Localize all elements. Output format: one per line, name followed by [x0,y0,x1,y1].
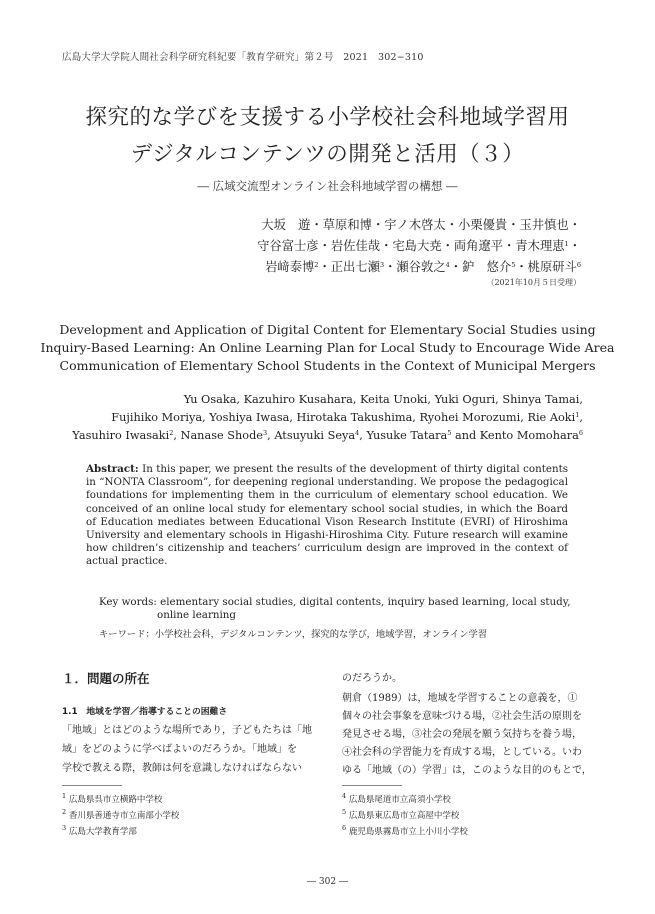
body-line: 朝倉（1989）は，地域を学習することの意義を，① [342,693,578,704]
footnote-text: 広島県尾道市立高須小学校 [348,795,451,805]
footnote-text: 広島大学教育学部 [68,827,137,837]
authors-ja-line1: 大坂 遊・草原和博・宇ノ木啓太・小栗優貴・玉井慎也・ [261,218,581,232]
author-name: ・瀬谷敦之 [384,260,446,274]
keywords-en-line2: online learning [157,609,237,621]
footnote-number: 5 [342,808,347,816]
affiliation-marker: 4 [445,261,450,269]
author-name: and Kento Momohara [451,429,579,442]
footnote-rule [342,785,402,786]
title-en-line2: Inquiry-Based Learning: An Online Learning Plan for Local Study to Encourage Wide Area [40,340,615,355]
body-line: ゆる「地域（の）学習」は，このような目的のもとで， [342,765,592,776]
separator: , [579,411,583,424]
footnote-text: 広島県東広島市立高屋中学校 [348,811,460,821]
authors-en-line2 [111,411,583,424]
footnote-text: 広島県呉市立横路中学校 [68,795,163,805]
abstract [86,463,568,569]
authors-ja-line3 [265,257,581,275]
affiliation-marker: 2 [169,429,174,437]
footnote-number: 3 [62,824,67,832]
affiliation-marker: 3 [263,429,268,437]
author-names: Fujihiko Moriya, Yoshiya Iwasa, Hirotaka Takushima, Ryohei Morozumi, Rie Aoki [111,411,576,424]
affiliation-marker: 1 [564,240,569,248]
footnote-number: 2 [62,808,67,816]
footnote [62,793,162,805]
footnote-rule [62,785,122,786]
keywords-en-line1: Key words: elementary social studies, digital contents, inquiry based learning, local study, [99,596,571,608]
separator: ・ [568,239,581,253]
page-number: ― 302 ― [307,877,348,887]
affiliation-marker: 4 [355,429,360,437]
body-line: 域」をどのように学べばよいのだろうか。「地域」を [62,744,297,755]
body-line: 発見させる場，③社会の発展を願う気持ちを養う場， [342,729,582,740]
footnote [62,825,137,837]
footnote-number: 4 [342,792,347,800]
abstract-label: Abstract: [86,463,139,475]
subsection-heading: 1.1 地域を学習／指導することの困難さ [62,707,228,717]
author-name: , Atsuyuki Seya [267,429,356,442]
author-name: Yasuhiro Iwasaki [72,429,170,442]
body-line: 「地域」とはどのような場所であり，子どもたちは「地 [62,725,312,736]
title-ja-line2: デジタルコンテンツの開発と活用（３） [130,142,525,167]
received-date: （2021年10月５日受理） [486,278,581,287]
footnote [342,793,451,805]
affiliation-marker: 6 [576,261,581,269]
journal-header: 広島大学大学院人間社会科学研究科紀要「教育学研究」第２号 2021 302−310 [62,52,424,63]
keywords-ja: キーワード：小学校社会科，デジタルコンテンツ，探究的な学び，地域学習，オンライン学習 [99,629,488,640]
footnote-number: 6 [342,824,347,832]
body-line: 個々の社会事象を意味づける場，②社会生活の原則を [342,711,582,722]
footnote-text: 鹿児島県霧島市立上小川小学校 [348,827,468,837]
affiliation-marker: 1 [575,411,580,419]
footnote [62,809,179,821]
section-heading: １．問題の所在 [62,671,150,686]
author-name: , Nanase Shode [173,429,263,442]
authors-en-line3 [72,429,583,442]
affiliation-marker: 5 [511,261,516,269]
author-name: ・桃原研斗 [515,260,577,274]
affiliation-marker: 2 [314,261,319,269]
footnote-number: 1 [62,792,67,800]
authors-ja-line2 [257,236,581,254]
author-name: ・鈩 悠介 [449,260,512,274]
authors-en-line1: Yu Osaka, Kazuhiro Kusahara, Keita Unoki, Yuki Oguri, Shinya Tamai, [183,393,583,406]
body-line: のだろうか。 [342,673,402,684]
body-line: 学校で教える際，教師は何を意識しなければならない [62,763,302,774]
title-en-line1: Development and Application of Digital Content for Elementary Social Studies using [59,322,596,337]
author-name: ・正出七瀬 [318,260,380,274]
title-en-line3: Communication of Elementary School Students in the Context of Municipal Mergers [59,358,596,373]
author-name: , Yusuke Tatara [359,429,448,442]
subtitle-ja: ― 広域交流型オンライン社会科地域学習の構想 ― [197,179,458,193]
affiliation-marker: 6 [578,429,583,437]
footnote [342,825,468,837]
author-names: 守谷富士彦・岩佐佳哉・宅島大尭・両角遼平・青木理恵 [257,239,565,253]
affiliation-marker: 5 [447,429,452,437]
abstract-text: In this paper, we present the results of the development of thirty digital contents in “NONTA Classroom”, for deepening regional understanding. We propose the pedagogical foundations for implementing them in the curriculum of elementary school education. We conceived of an online local study for elementary school social studies, in which the Board of Education mediates between Educational Vison Research Institute (EVRI) of Hiroshima University and elementary schools in Higashi-Hiroshima City. Future research will examine how children’s citizenship and teachers’ curriculum design are improved in the context of actual practice. [86,463,568,568]
body-line: ④社会科の学習能力を育成する場，としている。いわ [342,747,582,758]
title-ja-line1: 探究的な学びを支援する小学校社会科地域学習用 [85,105,570,130]
footnote [342,809,459,821]
footnote-text: 香川県善通寺市立南部小学校 [68,811,180,821]
affiliation-marker: 3 [379,261,385,269]
author-name: 岩﨑泰博 [265,260,315,274]
